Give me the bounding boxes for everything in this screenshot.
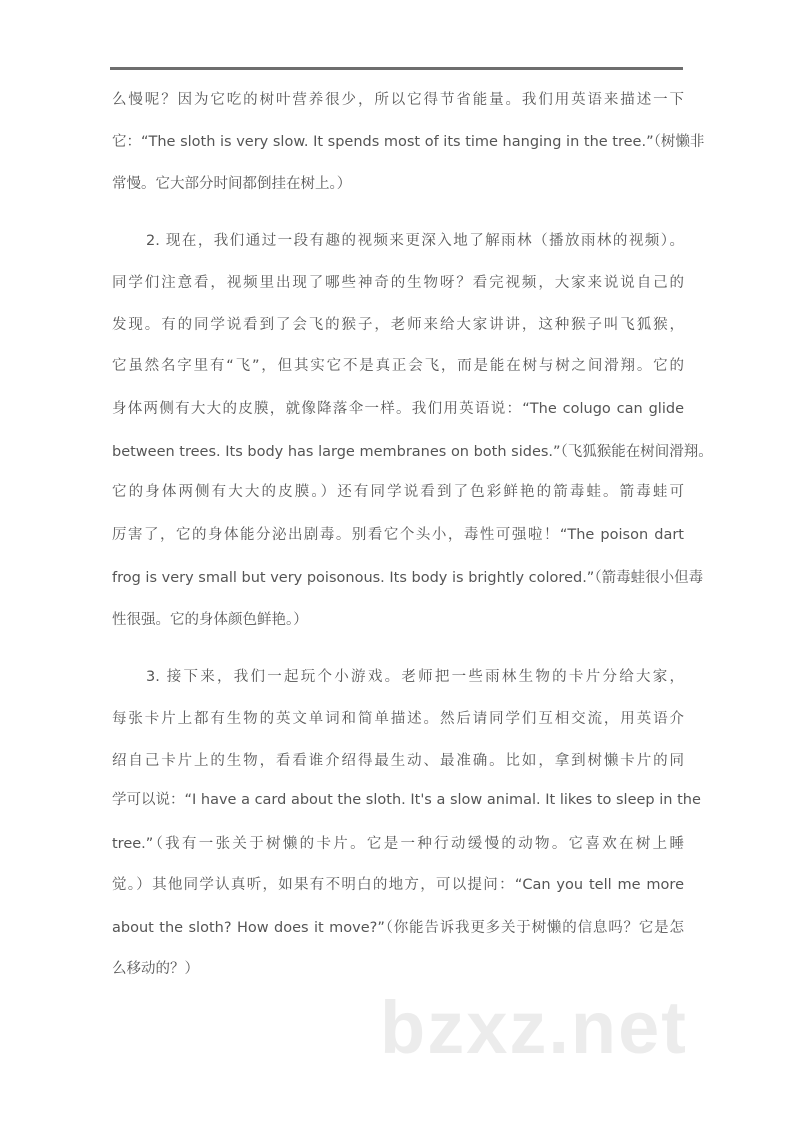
text-line: 绍自己卡片上的生物，看看谁介绍得最生动、最准确。比如，拿到树懒卡片的同 <box>112 753 684 769</box>
text-line: 发现。有的同学说看到了会飞的猴子，老师来给大家讲讲，这种猴子叫飞狐猴， <box>112 317 684 333</box>
text-line: 常慢。它大部分时间都倒挂在树上。） <box>112 176 352 192</box>
text-line: frog is very small but very poisonous. Its body is brightly colored.”（箭毒蛙很小但毒 <box>112 570 704 586</box>
text-line: 同学们注意看，视频里出现了哪些神奇的生物呀？看完视频，大家来说说自己的 <box>112 275 684 291</box>
text-line: 它的身体两侧有大大的皮膜。）还有同学说看到了色彩鲜艳的箭毒蛙。箭毒蛙可 <box>112 484 684 500</box>
text-line: 么慢呢？因为它吃的树叶营养很少，所以它得节省能量。我们用英语来描述一下 <box>112 92 684 108</box>
header-rule <box>110 67 683 70</box>
text-line: 学可以说：“I have a card about the sloth. It's a slow animal. It likes to sleep in the <box>112 792 701 808</box>
text-line: 厉害了，它的身体能分泌出剧毒。别看它个头小，毒性可强啦！“The poison dart <box>112 527 684 543</box>
text-line: tree.”（我有一张关于树懒的卡片。它是一种行动缓慢的动物。它喜欢在树上睡 <box>112 836 684 852</box>
text-line: 么移动的？） <box>112 961 199 977</box>
text-line: 它：“The sloth is very slow. It spends most of its time hanging in the tree.”（树懒非 <box>112 134 705 150</box>
paragraph-2-start: 2. 现在，我们通过一段有趣的视频来更深入地了解雨林（播放雨林的视频）。 <box>146 233 684 249</box>
paragraph-3-start: 3. 接下来，我们一起玩个小游戏。老师把一些雨林生物的卡片分给大家， <box>146 669 684 685</box>
text-line: between trees. Its body has large membranes on both sides.”（飞狐猴能在树间滑翔。 <box>112 444 713 460</box>
text-line: 性很强。它的身体颜色鲜艳。） <box>112 612 308 628</box>
text-line: 它虽然名字里有“飞”，但其实它不是真正会飞，而是能在树与树之间滑翔。它的 <box>112 358 684 374</box>
text-line: about the sloth? How does it move?”（你能告诉我更多关于树懒的信息吗？它是怎 <box>112 920 684 936</box>
text-line: 身体两侧有大大的皮膜，就像降落伞一样。我们用英语说：“The colugo can glide <box>112 401 684 417</box>
text-line: 觉。）其他同学认真听，如果有不明白的地方，可以提问：“Can you tell me more <box>112 877 684 893</box>
watermark: bzxz.net <box>380 986 688 1069</box>
text-line: 每张卡片上都有生物的英文单词和简单描述。然后请同学们互相交流，用英语介 <box>112 711 684 727</box>
